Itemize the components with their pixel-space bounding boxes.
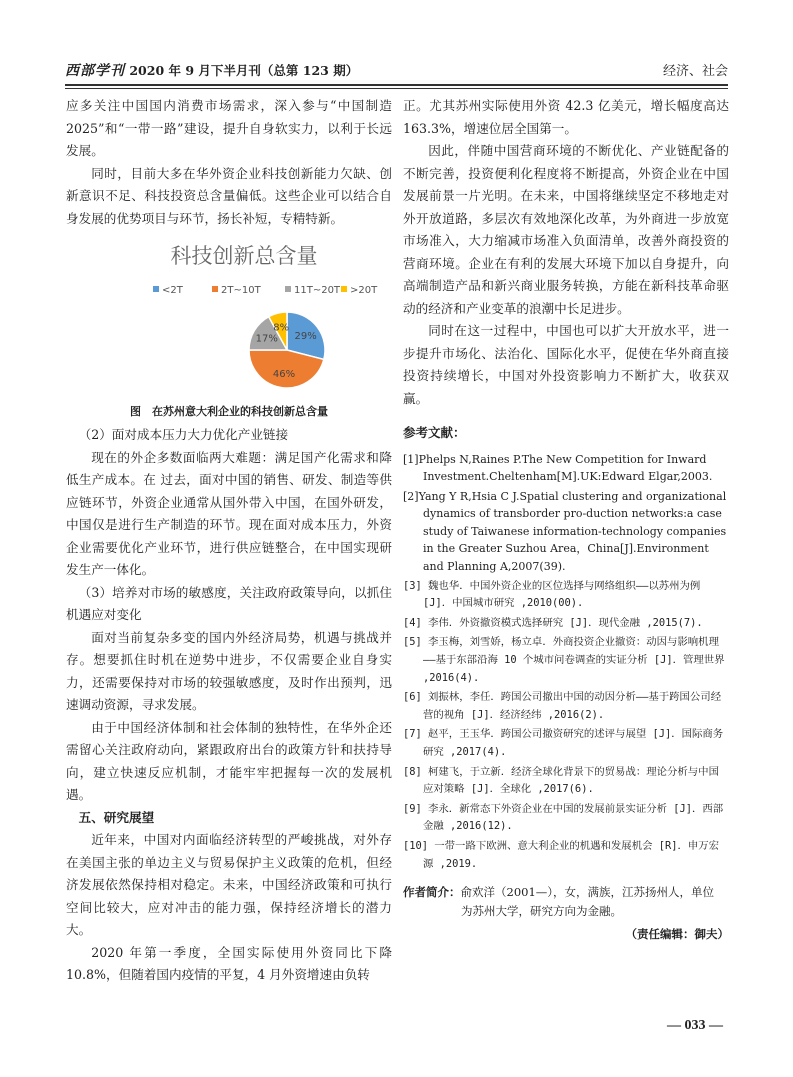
chart-title: 科技创新总含量 [170, 244, 318, 268]
legend-label: >20T [350, 285, 378, 296]
author-line: 为苏州大学，研究方向为金融。 [461, 904, 622, 919]
author-bio [403, 883, 729, 921]
right-column [403, 95, 729, 946]
author-line: 俞欢洋（2001—），女，满族，江苏扬州人，单位 [460, 885, 715, 900]
legend-label: 11T~20T [294, 285, 341, 296]
legend-swatch [285, 286, 291, 292]
editor-credit: （责任编辑：御夫） [625, 927, 729, 942]
reference-item: [8] 柯建飞，于立新．经济全球化背景下的贸易战：理论分析与中国应对策略 [J]．全球化 ,2017(6). [403, 765, 719, 796]
subheading: （3）培养对市场的敏感度，关注政府政策导向，以抓住机遇应对变化 [66, 584, 392, 622]
reference-item: [4] 李伟．外资撤资模式选择研究 [J]．现代金融 ,2015(7). [403, 616, 703, 629]
references-list [403, 451, 729, 874]
reference-item: [7] 赵平，王玉华．跨国公司撤资研究的述评与展望 [J]．国际商务研究 ,2017(4). [403, 728, 724, 758]
paragraph: 因此，伴随中国营商环境的不断优化、产业链配备的不断完善，投资便利化程度将不断提高，外资企业在中国发展前景一片光明。在未来，中国将继续坚定不移地走对外开放道路，多层次有效地深化改革，为外商进一步放宽市场准入，大力缩减市场准入负面清单，改善外商投资的营商环境。企业在有利的发展大环境下加以自身提升，向高端制造产品和新兴商业服务转换，方能在新科技革命驱动的经济和产业变革的浪潮中长足进步。 [403, 143, 729, 316]
pie-chart [109, 236, 379, 401]
paragraph: 面对当前复杂多变的国内外经济局势，机遇与挑战并存。想要抓住时机在逆势中进步，不仅需要企业自身实力，还需要保持对市场的较强敏感度，及时作出预判，迅速调动资源，寻求发展。 [66, 629, 392, 712]
paragraph: 应多关注中国国内消费市场需求，深入参与“中国制造2025”和“一带一路”建设，提升自身软实力，以利于长远发展。 [66, 98, 392, 158]
legend-label: <2T [162, 285, 183, 296]
legend-label: 2T~10T [221, 285, 261, 296]
header-rule-thin [65, 88, 728, 89]
legend-swatch [341, 286, 347, 292]
subheading: （2）面对成本压力大力优化产业链接 [78, 427, 289, 442]
paragraph: 正。尤其苏州实际使用外资 42.3 亿美元，增长幅度高达163.3%，增速位居全国第一。 [403, 98, 729, 136]
slice-label: 29% [294, 331, 317, 343]
section-name: 经济、社会 [662, 64, 728, 79]
reference-item: [5] 李玉梅，刘雪娇，杨立卓．外商投资企业撤资：动因与影响机理——基于东部沿海 10 个城市问卷调查的实证分析 [J]．管理世界 ,2016(4). [403, 636, 725, 684]
legend-swatch [153, 286, 159, 292]
page-header [65, 60, 728, 84]
left-column [66, 95, 392, 987]
legend-swatch [212, 286, 218, 292]
reference-item: [6] 刘振林，李任．跨国公司撤出中国的动因分析——基于跨国公司经营的视角 [J]．经济经纬 ,2016(2). [403, 691, 722, 721]
author-label: 作者简介： [403, 885, 461, 900]
reference-item: [9] 李永．新常态下外资企业在中国的发展前景实证分析 [J]．西部金融 ,2016(12). [403, 802, 724, 833]
slice-label: 17% [255, 333, 278, 345]
pie-chart-svg [109, 236, 379, 401]
paragraph: 由于中国经济体制和社会体制的独特性，在华外企还需留心关注政府动向，紧跟政府出台的政策方针和扶持导向，建立快速反应机制，才能牢牢把握每一次的发展机遇。 [66, 719, 392, 802]
references-title: 参考文献： [403, 425, 466, 440]
journal-info [65, 60, 358, 80]
journal-issue: 2020 年 9 月下半月刊（总第 123 期） [129, 63, 359, 78]
header-rule [65, 84, 728, 86]
paragraph: 现在的外企多数面临两大难题：满足国产化需求和降低生产成本。在 过去，面对中国的销售、研发、制造等供应链环节，外资企业通常从国外带入中国，在国外研发，中国仅是进行生产制造的环节。现在面对成本压力，外资企业需要优化产业环节，进行供应链整合，在中国实现研发生产一体化。 [66, 449, 392, 577]
page-number: — 033 — [667, 1018, 723, 1033]
reference-item: [10] 一带一路下欧洲、意大利企业的机遇和发展机会 [R]．申万宏源 ,2019. [403, 839, 720, 870]
reference-item: [1]Phelps N,Raines P.The New Competition for Inward Investment.Cheltenham[M].UK:Edward Elgar,2003. [403, 452, 713, 484]
slice-label: 8% [273, 322, 290, 334]
journal-logo: 西部学刊 [65, 63, 125, 79]
section-heading: 五、研究展望 [78, 809, 155, 825]
paragraph: 同时，目前大多在华外资企业科技创新能力欠缺、创新意识不足、科技投资总含量偏低。这些企业可以结合自身发展的优势项目与环节，扬长补短，专精特新。 [66, 165, 392, 226]
reference-item: [3] 魏也华．中国外资企业的区位选择与网络组织——以苏州为例 [J]．中国城市研究 ,2010(00). [403, 579, 701, 610]
paragraph: 近年来，中国对内面临经济转型的严峻挑战，对外存在美国主张的单边主义与贸易保护主义政策的危机，但经济发展依然保持相对稳定。未来，中国经济政策和可执行空间比较大，应对冲击的能力强，保持经济增长的潜力大。 [66, 832, 392, 937]
paragraph: 2020 年第一季度，全国实际使用外资同比下降10.8%，但随着国内疫情的平复，4 月外资增速由负转 [66, 944, 392, 982]
paragraph: 同时在这一过程中，中国也可以扩大开放水平，进一步提升市场化、法治化、国际化水平，促使在华外商直接投资持续增长，中国对外投资影响力不断扩大，收获双赢。 [403, 323, 729, 406]
figure-caption: 图 在苏州意大利企业的科技创新总含量 [130, 405, 328, 418]
reference-item: [2]Yang Y R,Hsia C J.Spatial clustering and organizational dynamics of transborder pro-duction networks:a case study of Taiwanese information-technology companies in the Greater Suzhou Area，China[J].Environment and Planning A,2007(39). [403, 489, 727, 574]
slice-label: 46% [272, 368, 296, 380]
